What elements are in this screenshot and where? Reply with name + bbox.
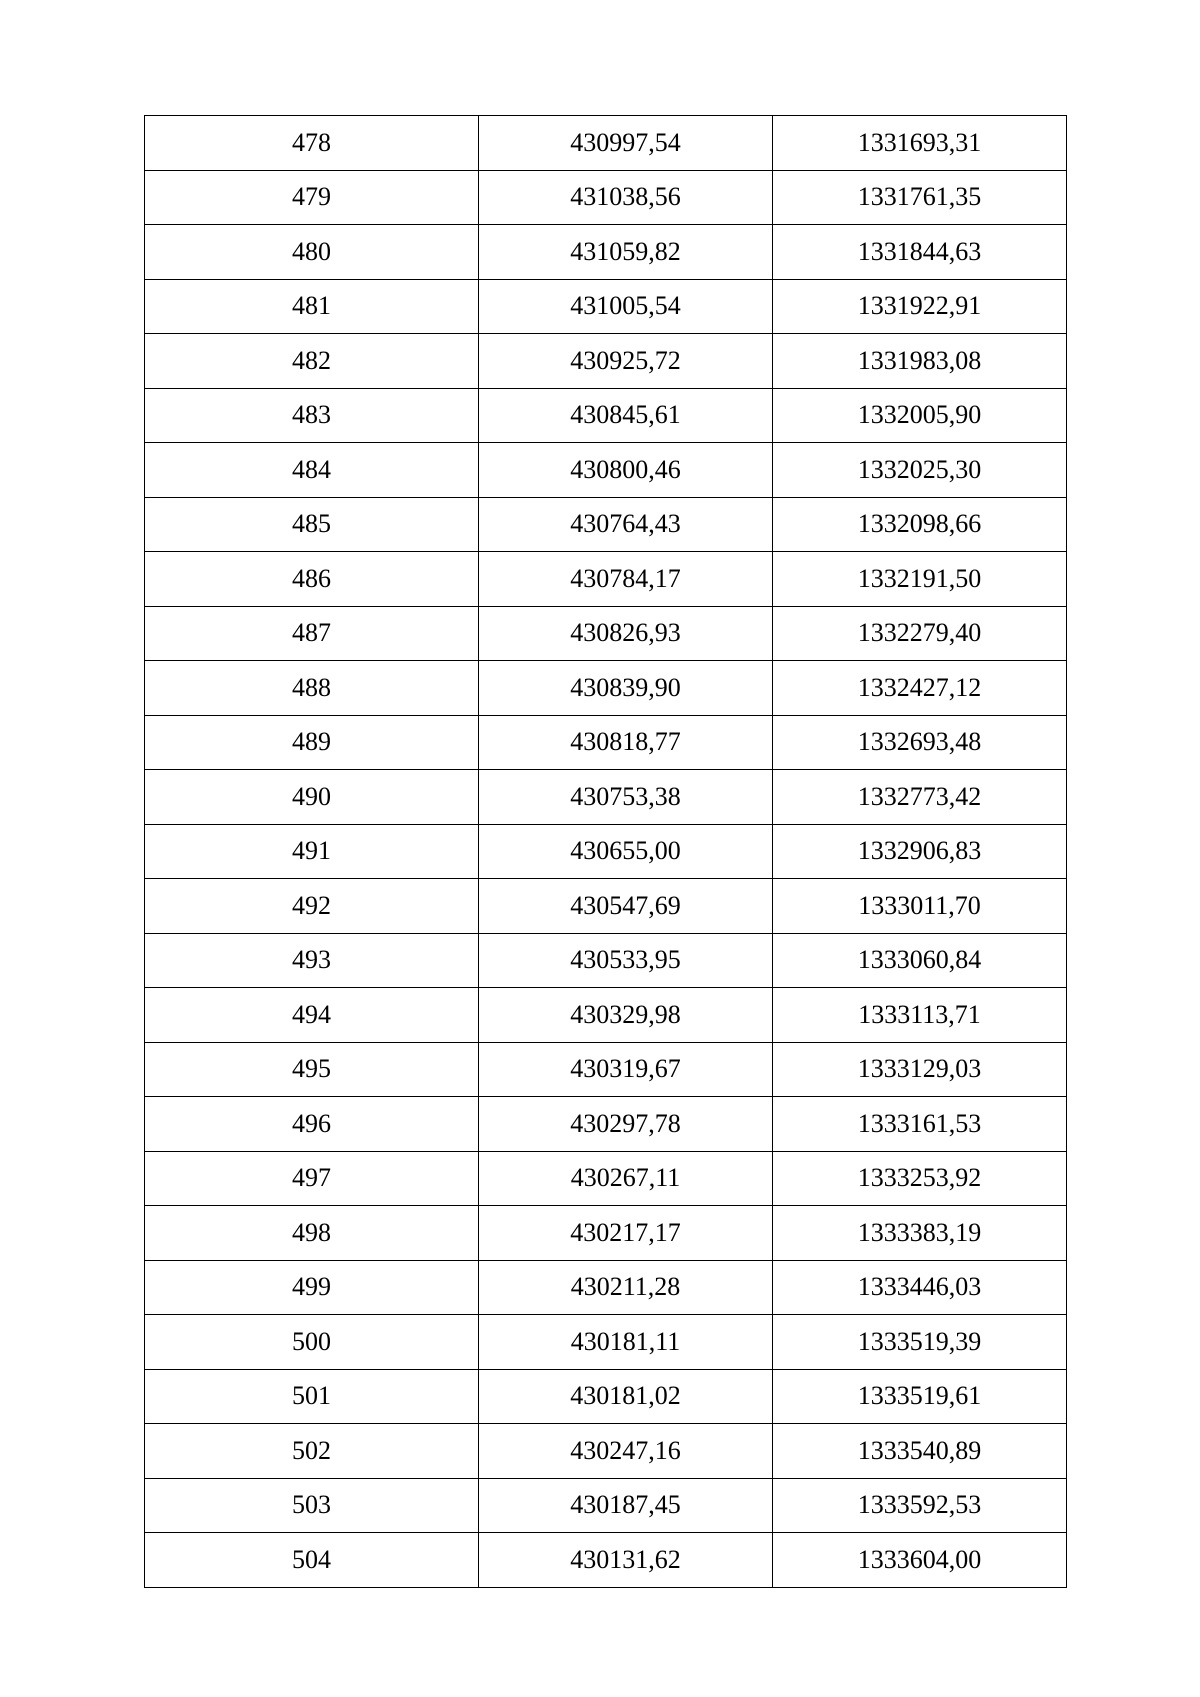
y-coordinate-cell: 1333060,84 xyxy=(773,933,1067,988)
table-row xyxy=(145,770,1067,825)
x-coordinate-cell: 430267,11 xyxy=(479,1151,773,1206)
y-coordinate-cell: 1333113,71 xyxy=(773,988,1067,1043)
table-row xyxy=(145,988,1067,1043)
point-number-cell: 498 xyxy=(145,1206,479,1261)
x-coordinate-cell: 430839,90 xyxy=(479,661,773,716)
x-coordinate-cell: 430753,38 xyxy=(479,770,773,825)
table-row xyxy=(145,1097,1067,1152)
y-coordinate-cell: 1333383,19 xyxy=(773,1206,1067,1261)
table-row xyxy=(145,334,1067,389)
point-number-cell: 499 xyxy=(145,1260,479,1315)
coordinates-table-body xyxy=(145,116,1067,1588)
table-row xyxy=(145,606,1067,661)
point-number-cell: 497 xyxy=(145,1151,479,1206)
x-coordinate-cell: 430319,67 xyxy=(479,1042,773,1097)
y-coordinate-cell: 1331761,35 xyxy=(773,170,1067,225)
x-coordinate-cell: 430181,02 xyxy=(479,1369,773,1424)
y-coordinate-cell: 1332773,42 xyxy=(773,770,1067,825)
point-number-cell: 487 xyxy=(145,606,479,661)
y-coordinate-cell: 1333161,53 xyxy=(773,1097,1067,1152)
table-row xyxy=(145,1478,1067,1533)
table-row xyxy=(145,1260,1067,1315)
point-number-cell: 484 xyxy=(145,443,479,498)
table-row xyxy=(145,1533,1067,1588)
x-coordinate-cell: 430181,11 xyxy=(479,1315,773,1370)
point-number-cell: 479 xyxy=(145,170,479,225)
y-coordinate-cell: 1332279,40 xyxy=(773,606,1067,661)
y-coordinate-cell: 1332427,12 xyxy=(773,661,1067,716)
point-number-cell: 482 xyxy=(145,334,479,389)
table-row xyxy=(145,225,1067,280)
table-row xyxy=(145,661,1067,716)
x-coordinate-cell: 430997,54 xyxy=(479,116,773,171)
point-number-cell: 500 xyxy=(145,1315,479,1370)
y-coordinate-cell: 1332906,83 xyxy=(773,824,1067,879)
table-row xyxy=(145,388,1067,443)
point-number-cell: 501 xyxy=(145,1369,479,1424)
y-coordinate-cell: 1331844,63 xyxy=(773,225,1067,280)
x-coordinate-cell: 430784,17 xyxy=(479,552,773,607)
x-coordinate-cell: 430131,62 xyxy=(479,1533,773,1588)
y-coordinate-cell: 1333129,03 xyxy=(773,1042,1067,1097)
y-coordinate-cell: 1332693,48 xyxy=(773,715,1067,770)
point-number-cell: 488 xyxy=(145,661,479,716)
x-coordinate-cell: 431005,54 xyxy=(479,279,773,334)
point-number-cell: 493 xyxy=(145,933,479,988)
coordinates-table xyxy=(144,115,1067,1588)
table-row xyxy=(145,1206,1067,1261)
table-row xyxy=(145,170,1067,225)
y-coordinate-cell: 1331693,31 xyxy=(773,116,1067,171)
point-number-cell: 491 xyxy=(145,824,479,879)
y-coordinate-cell: 1332191,50 xyxy=(773,552,1067,607)
y-coordinate-cell: 1332098,66 xyxy=(773,497,1067,552)
table-row xyxy=(145,933,1067,988)
x-coordinate-cell: 430329,98 xyxy=(479,988,773,1043)
table-row xyxy=(145,497,1067,552)
table-row xyxy=(145,279,1067,334)
point-number-cell: 481 xyxy=(145,279,479,334)
point-number-cell: 483 xyxy=(145,388,479,443)
table-row xyxy=(145,1151,1067,1206)
y-coordinate-cell: 1332005,90 xyxy=(773,388,1067,443)
point-number-cell: 492 xyxy=(145,879,479,934)
point-number-cell: 503 xyxy=(145,1478,479,1533)
y-coordinate-cell: 1333011,70 xyxy=(773,879,1067,934)
point-number-cell: 486 xyxy=(145,552,479,607)
x-coordinate-cell: 430217,17 xyxy=(479,1206,773,1261)
table-row xyxy=(145,443,1067,498)
y-coordinate-cell: 1331922,91 xyxy=(773,279,1067,334)
table-row xyxy=(145,1042,1067,1097)
x-coordinate-cell: 430845,61 xyxy=(479,388,773,443)
y-coordinate-cell: 1332025,30 xyxy=(773,443,1067,498)
point-number-cell: 490 xyxy=(145,770,479,825)
point-number-cell: 504 xyxy=(145,1533,479,1588)
y-coordinate-cell: 1333446,03 xyxy=(773,1260,1067,1315)
table-row xyxy=(145,1369,1067,1424)
x-coordinate-cell: 430297,78 xyxy=(479,1097,773,1152)
point-number-cell: 489 xyxy=(145,715,479,770)
table-row xyxy=(145,1315,1067,1370)
x-coordinate-cell: 430655,00 xyxy=(479,824,773,879)
point-number-cell: 502 xyxy=(145,1424,479,1479)
x-coordinate-cell: 431038,56 xyxy=(479,170,773,225)
point-number-cell: 478 xyxy=(145,116,479,171)
table-row xyxy=(145,552,1067,607)
x-coordinate-cell: 430826,93 xyxy=(479,606,773,661)
x-coordinate-cell: 431059,82 xyxy=(479,225,773,280)
table-row xyxy=(145,824,1067,879)
x-coordinate-cell: 430211,28 xyxy=(479,1260,773,1315)
y-coordinate-cell: 1331983,08 xyxy=(773,334,1067,389)
table-row xyxy=(145,879,1067,934)
x-coordinate-cell: 430247,16 xyxy=(479,1424,773,1479)
y-coordinate-cell: 1333519,61 xyxy=(773,1369,1067,1424)
y-coordinate-cell: 1333519,39 xyxy=(773,1315,1067,1370)
x-coordinate-cell: 430187,45 xyxy=(479,1478,773,1533)
point-number-cell: 494 xyxy=(145,988,479,1043)
x-coordinate-cell: 430547,69 xyxy=(479,879,773,934)
point-number-cell: 496 xyxy=(145,1097,479,1152)
x-coordinate-cell: 430533,95 xyxy=(479,933,773,988)
point-number-cell: 480 xyxy=(145,225,479,280)
point-number-cell: 495 xyxy=(145,1042,479,1097)
y-coordinate-cell: 1333592,53 xyxy=(773,1478,1067,1533)
x-coordinate-cell: 430818,77 xyxy=(479,715,773,770)
x-coordinate-cell: 430800,46 xyxy=(479,443,773,498)
y-coordinate-cell: 1333253,92 xyxy=(773,1151,1067,1206)
point-number-cell: 485 xyxy=(145,497,479,552)
table-row xyxy=(145,116,1067,171)
x-coordinate-cell: 430764,43 xyxy=(479,497,773,552)
table-row xyxy=(145,1424,1067,1479)
x-coordinate-cell: 430925,72 xyxy=(479,334,773,389)
table-row xyxy=(145,715,1067,770)
y-coordinate-cell: 1333604,00 xyxy=(773,1533,1067,1588)
y-coordinate-cell: 1333540,89 xyxy=(773,1424,1067,1479)
